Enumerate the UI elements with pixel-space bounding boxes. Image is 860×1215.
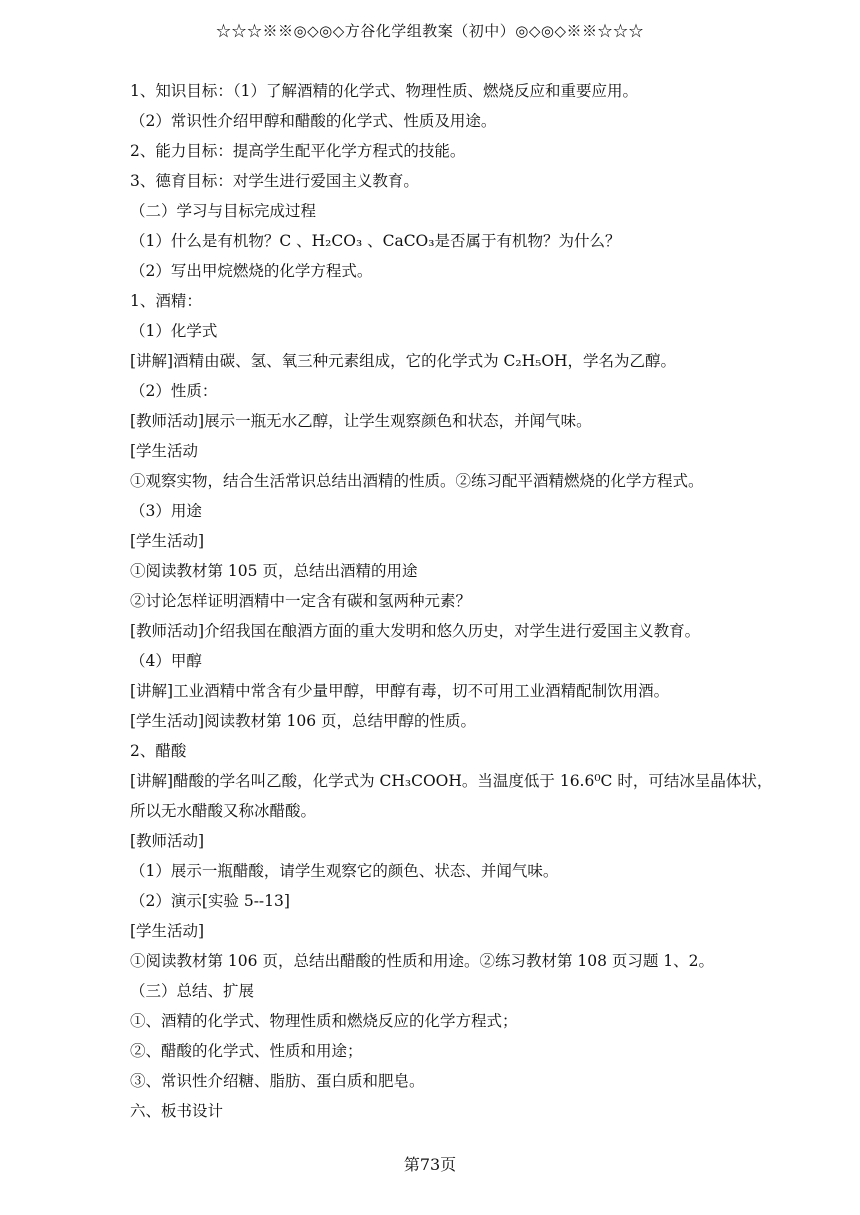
text-line: [学生活动]: [130, 922, 205, 940]
text-line: ①、酒精的化学式、物理性质和燃烧反应的化学方程式；: [130, 1012, 518, 1030]
text-line: ①观察实物，结合生活常识总结出酒精的性质。②练习配平酒精燃烧的化学方程式。: [130, 472, 704, 490]
text-line: ③、常识性介绍糖、脂肪、蛋白质和肥皂。: [130, 1072, 425, 1090]
text-line: [教师活动]: [130, 832, 205, 850]
text-line: [教师活动]介绍我国在酿酒方面的重大发明和悠久历史，对学生进行爱国主义教育。: [130, 622, 701, 640]
text-line: ②讨论怎样证明酒精中一定含有碳和氢两种元素？: [130, 592, 472, 610]
text-line: [学生活动]阅读教材第 106 页，总结甲醇的性质。: [130, 712, 477, 730]
text-line: （1）展示一瓶醋酸，请学生观察它的颜色、状态、并闻气味。: [130, 862, 559, 880]
text-line: ①阅读教材第 106 页，总结出醋酸的性质和用途。②练习教材第 108 页习题 1、2。: [130, 952, 715, 970]
text-line: 所以无水醋酸又称冰醋酸。: [130, 802, 317, 820]
text-line: （2）写出甲烷燃烧的化学方程式。: [130, 262, 373, 280]
text-line: （1）化学式: [130, 322, 218, 340]
text-line: [讲解]醋酸的学名叫乙酸，化学式为 CH₃COOH。当温度低于 16.6⁰C 时，可结冰呈晶体状，: [130, 772, 773, 790]
page-number: 第73页: [403, 1155, 457, 1174]
section-heading: （二）学习与目标完成过程: [130, 202, 317, 220]
text-line: [学生活动: [130, 442, 199, 460]
section-heading: （三）总结、扩展: [130, 982, 255, 1000]
text-line: （2）常识性介绍甲醇和醋酸的化学式、性质及用途。: [130, 112, 497, 130]
text-line: [讲解]酒精由碳、氢、氧三种元素组成，它的化学式为 C₂H₅OH，学名为乙醇。: [130, 352, 677, 370]
text-line: [讲解]工业酒精中常含有少量甲醇，甲醇有毒，切不可用工业酒精配制饮用酒。: [130, 682, 670, 700]
text-line: （3）用途: [130, 502, 202, 520]
text-line: ①阅读教材第 105 页，总结出酒精的用途: [130, 562, 418, 580]
page-header: ☆☆☆※※◎◇◎◇方谷化学组教案（初中）◎◇◎◇※※☆☆☆: [216, 22, 644, 40]
text-line: [学生活动]: [130, 532, 205, 550]
text-line: 1、知识目标：（1）了解酒精的化学式、物理性质、燃烧反应和重要应用。: [130, 82, 638, 100]
text-line: ②、醋酸的化学式、性质和用途；: [130, 1042, 363, 1060]
text-line: （4）甲醇: [130, 652, 202, 670]
subsection-heading: 2、醋酸: [130, 742, 187, 760]
subsection-heading: 1、酒精：: [130, 292, 202, 310]
text-line: 2、能力目标：提高学生配平化学方程式的技能。: [130, 142, 466, 160]
text-line: （1）什么是有机物？C 、H₂CO₃ 、CaCO₃是否属于有机物？为什么？: [130, 232, 621, 250]
section-heading: 六、板书设计: [130, 1102, 224, 1120]
text-line: （2）演示[实验 5--13]: [130, 892, 290, 910]
document-body: [130, 76, 810, 1126]
text-line: [教师活动]展示一瓶无水乙醇，让学生观察颜色和状态，并闻气味。: [130, 412, 592, 430]
text-line: （2）性质：: [130, 382, 218, 400]
text-line: 3、德育目标：对学生进行爱国主义教育。: [130, 172, 419, 190]
